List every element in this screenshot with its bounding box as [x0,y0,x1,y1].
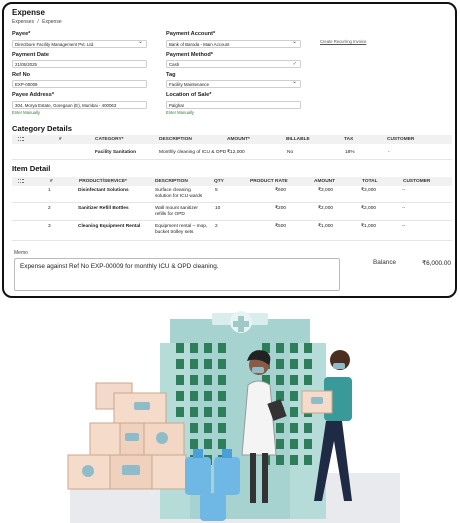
row-divider [12,159,452,160]
ref-no-input[interactable]: EXP-00009 [12,80,147,88]
customer-cell: - [388,150,390,155]
item-customer: -- [402,188,406,193]
col-description: DESCRIPTION [155,179,188,184]
col-customer: CUSTOMER [403,179,431,184]
item-customer: -- [402,206,406,211]
building-window [218,391,226,401]
location-enter-manually-link[interactable]: Enter Manually [166,110,194,115]
building-window [218,423,226,433]
location-of-sale-input[interactable]: Palghar [166,101,301,109]
building-window [290,359,298,369]
col-number: # [59,137,62,142]
col-total: TOTAL [362,179,378,184]
building-window [276,375,284,385]
payment-method-value: Cash [169,62,180,67]
building-window [176,359,184,369]
building-window [304,455,312,465]
item-description: Surface cleaning solution for ICU wards [155,188,203,199]
building-window [218,359,226,369]
row-divider [12,220,452,221]
building-window [304,439,312,449]
row-divider [12,202,452,203]
item-amount: ₹1,000 [318,224,334,229]
building-window [290,391,298,401]
building-window [290,343,298,353]
balance-label: Balance [373,259,397,266]
category-cell: Facility Sanitation [95,150,137,155]
payment-method-label: Payment Method* [166,52,213,58]
item-description: Equipment rental – mop, bucket trolley sets [155,224,208,235]
hospital-illustration [40,305,440,523]
building-window [304,423,312,433]
col-tax: TAX [344,137,354,142]
building-window [190,375,198,385]
item-product: Sanitizer Refill Bottles [78,206,129,211]
item-amount: ₹3,000 [318,188,334,193]
col-qty: QTY [214,179,224,184]
tag-select[interactable]: Facility Maintenance ⌄ [166,80,301,88]
building-window [304,375,312,385]
expense-card [2,2,457,298]
building-window [290,439,298,449]
col-category: CATEGORY* [95,137,124,142]
building-window [276,439,284,449]
col-number: # [50,179,53,184]
building-window [218,343,226,353]
item-number: 3 [48,224,51,229]
building-window [190,439,198,449]
category-table-header [12,135,452,144]
row-divider [12,240,452,241]
building-window [190,407,198,417]
building-window [290,455,298,465]
building-window [276,455,284,465]
item-description: Wall mount sanitizer refills for OPD [155,206,199,217]
item-number: 2 [48,206,51,211]
payee-address-enter-manually-link[interactable]: Enter Manually [12,110,40,115]
building-window [204,391,212,401]
category-details-title: Category Details [12,124,72,133]
building-window [204,343,212,353]
building-window [190,391,198,401]
building-window [218,439,226,449]
building-window [276,423,284,433]
building-window [218,375,226,385]
payment-account-label: Payment Account* [166,31,216,37]
item-rate: ₹200 [275,206,287,211]
building-window [204,375,212,385]
building-window [176,391,184,401]
building-window [290,407,298,417]
building-window [218,407,226,417]
item-qty: 5 [215,188,218,193]
item-number: 1 [48,188,51,193]
item-total: ₹1,000 [361,224,377,229]
building-window [276,343,284,353]
building-window [204,359,212,369]
item-total: ₹2,000 [361,206,377,211]
tag-label: Tag [166,72,176,78]
item-detail-title: Item Detail [12,164,51,173]
building-window [290,375,298,385]
payment-date-label: Payment Date [12,52,49,58]
payment-method-select[interactable] [166,60,301,68]
page-title: Expense [12,8,45,17]
col-customer: CUSTOMER [387,137,415,142]
location-of-sale-label: Location of Sale* [166,92,212,98]
building-window [190,359,198,369]
item-customer: -- [402,224,406,229]
payee-select[interactable]: Directbure Facility Management Pvt. Ltd. ⌄ [12,40,147,48]
item-product: Disinfectant Solutions [78,188,129,193]
building-window [176,343,184,353]
breadcrumb [12,19,64,25]
balance-value: ₹6,000.00 [422,260,451,267]
building-window [190,423,198,433]
item-qty: 10 [215,206,221,211]
description-cell: Monthly cleaning of ICU & OPD [159,150,227,155]
amount-cell: ₹12,000 [227,150,245,155]
breadcrumb-expenses[interactable]: Expenses [12,19,34,25]
building-window [204,439,212,449]
memo-textarea[interactable]: Expense against Ref No EXP-00009 for monthly ICU & OPD cleaning. [14,258,340,291]
building-window [276,359,284,369]
check-icon: ✓ [292,61,297,67]
col-description: DESCRIPTION [159,137,192,142]
breadcrumb-separator: / [37,19,39,25]
building-window [304,359,312,369]
building-window [204,423,212,433]
building-window [304,343,312,353]
col-product: PRODUCT/SERVICE* [79,179,127,184]
payment-date-input[interactable]: 21/05/2025 [12,60,147,68]
memo-label: Memo [14,250,28,256]
drag-handle-icon[interactable] [18,179,24,184]
item-qty: 2 [215,224,218,229]
col-billable: BILLABLE [286,137,310,142]
building-window [176,407,184,417]
building-window [290,423,298,433]
building-window [176,375,184,385]
payee-label: Payee* [12,31,31,37]
item-rate: ₹500 [275,224,287,229]
col-amount: AMOUNT* [227,137,250,142]
drag-handle-icon[interactable] [18,137,24,142]
item-table-header [12,177,452,186]
building-window [204,407,212,417]
payment-account-select[interactable]: Bank of Baroda - Main Account ⌄ [166,40,301,48]
ref-no-label: Ref No [12,72,31,78]
item-total: ₹3,000 [361,188,377,193]
billable-cell: No [287,150,294,155]
create-recurring-invoice-link[interactable]: Create Recurring Invoice [320,39,367,44]
item-amount: ₹2,000 [318,206,334,211]
breadcrumb-current: Expense [42,19,62,25]
payee-address-input[interactable]: 304, Morya Estate, Goregaon (E), Mumbai - 400063 [12,101,147,109]
col-amount: AMOUNT [314,179,336,184]
building-window [190,343,198,353]
payee-address-label: Payee Address* [12,92,55,98]
col-product-rate: PRODUCT RATE [250,179,288,184]
item-product: Cleaning Equipment Rental [78,224,141,229]
item-rate: ₹600 [275,188,287,193]
tax-cell: 18% [345,150,355,155]
